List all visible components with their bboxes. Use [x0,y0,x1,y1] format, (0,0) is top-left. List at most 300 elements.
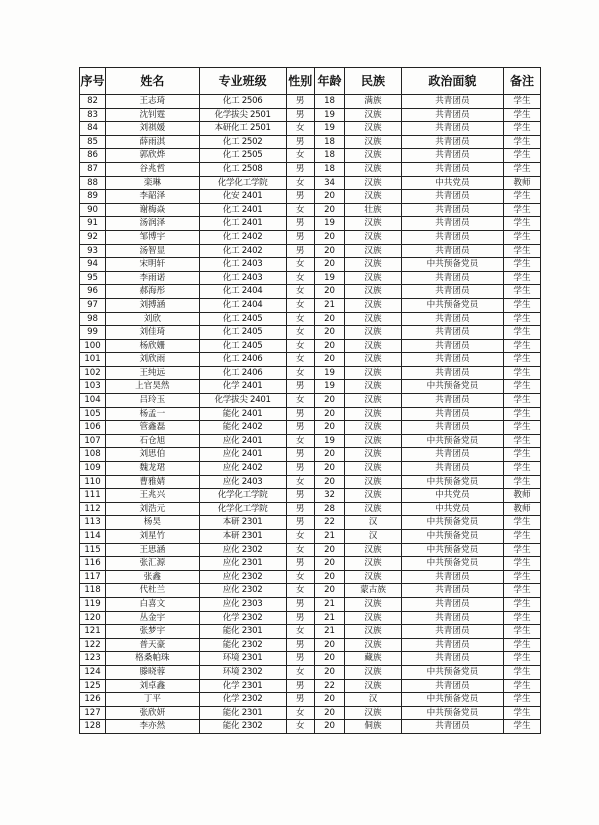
cell-remark: 学生 [503,149,540,163]
cell-remark: 学生 [503,230,540,244]
table-header [80,68,541,95]
cell-age: 19 [314,366,344,380]
cell-ethnicity: 汉族 [345,298,402,312]
cell-major-class: 化工 2502 [199,135,286,149]
table-row [80,380,541,394]
cell-name: 张欣妍 [106,706,200,720]
cell-ethnicity: 汉族 [345,421,402,435]
cell-age: 20 [314,720,344,734]
cell-ethnicity: 汉族 [345,407,402,421]
cell-political-status: 中共预备党员 [401,706,503,720]
cell-age: 20 [314,652,344,666]
cell-age: 19 [314,271,344,285]
cell-ethnicity: 汉族 [345,149,402,163]
cell-political-status: 共青团员 [401,108,503,122]
cell-age: 19 [314,217,344,231]
cell-major-class: 化工 2402 [199,230,286,244]
cell-major-class: 化工 2405 [199,339,286,353]
cell-political-status: 共青团员 [401,597,503,611]
table-row [80,339,541,353]
table-row [80,665,541,679]
cell-ethnicity: 侗族 [345,720,402,734]
cell-name: 普天豪 [106,638,200,652]
cell-age: 20 [314,339,344,353]
cell-serial-number: 119 [80,597,106,611]
cell-age: 32 [314,489,344,503]
cell-age: 20 [314,244,344,258]
cell-political-status: 共青团员 [401,312,503,326]
cell-political-status: 中共预备党员 [401,693,503,707]
table-row [80,230,541,244]
cell-sex: 女 [286,149,314,163]
cell-remark: 教师 [503,176,540,190]
table-row [80,530,541,544]
cell-serial-number: 124 [80,665,106,679]
table-body [80,95,541,734]
cell-ethnicity: 汉 [345,516,402,530]
table-row [80,679,541,693]
cell-age: 21 [314,298,344,312]
cell-ethnicity: 汉族 [345,570,402,584]
cell-major-class: 化学 2302 [199,693,286,707]
cell-political-status: 共青团员 [401,720,503,734]
cell-political-status: 共青团员 [401,271,503,285]
header-political-status: 政治面貌 [401,68,503,95]
cell-age: 34 [314,176,344,190]
cell-sex: 女 [286,298,314,312]
cell-serial-number: 82 [80,95,106,109]
cell-remark: 学生 [503,217,540,231]
cell-age: 20 [314,407,344,421]
cell-remark: 学生 [503,312,540,326]
cell-serial-number: 97 [80,298,106,312]
cell-major-class: 本研化工 2501 [199,122,286,136]
table-row [80,475,541,489]
cell-serial-number: 98 [80,312,106,326]
cell-name: 刘卓鑫 [106,679,200,693]
cell-name: 格桑帕珠 [106,652,200,666]
cell-major-class: 化安 2401 [199,190,286,204]
cell-serial-number: 111 [80,489,106,503]
cell-ethnicity: 汉族 [345,625,402,639]
header-serial-number: 序号 [80,68,106,95]
cell-major-class: 应化 2401 [199,434,286,448]
cell-major-class: 化学 2301 [199,679,286,693]
cell-remark: 学生 [503,434,540,448]
cell-name: 吕玲玉 [106,394,200,408]
cell-sex: 男 [286,557,314,571]
cell-ethnicity: 汉族 [345,475,402,489]
cell-remark: 学生 [503,625,540,639]
cell-sex: 女 [286,353,314,367]
cell-ethnicity: 藏族 [345,652,402,666]
cell-age: 21 [314,625,344,639]
cell-major-class: 化工 2406 [199,366,286,380]
cell-remark: 学生 [503,693,540,707]
cell-political-status: 共青团员 [401,652,503,666]
cell-ethnicity: 汉族 [345,353,402,367]
cell-remark: 学生 [503,122,540,136]
cell-name: 杨昊 [106,516,200,530]
cell-age: 28 [314,502,344,516]
table-row [80,421,541,435]
cell-serial-number: 104 [80,394,106,408]
table-row [80,190,541,204]
cell-age: 20 [314,312,344,326]
cell-sex: 男 [286,462,314,476]
cell-serial-number: 85 [80,135,106,149]
cell-remark: 学生 [503,462,540,476]
table-row [80,366,541,380]
cell-sex: 男 [286,162,314,176]
cell-remark: 教师 [503,502,540,516]
cell-political-status: 共青团员 [401,95,503,109]
cell-remark: 学生 [503,543,540,557]
cell-major-class: 化工 2405 [199,312,286,326]
cell-sex: 女 [286,543,314,557]
cell-political-status: 共青团员 [401,625,503,639]
cell-serial-number: 115 [80,543,106,557]
cell-political-status: 共青团员 [401,584,503,598]
header-row [80,68,541,95]
cell-remark: 学生 [503,108,540,122]
cell-political-status: 共青团员 [401,407,503,421]
table-row [80,489,541,503]
cell-serial-number: 109 [80,462,106,476]
cell-ethnicity: 汉族 [345,285,402,299]
cell-major-class: 应化 2302 [199,543,286,557]
cell-serial-number: 83 [80,108,106,122]
cell-political-status: 共青团员 [401,285,503,299]
cell-remark: 学生 [503,557,540,571]
cell-ethnicity: 汉族 [345,462,402,476]
header-sex: 性别 [286,68,314,95]
cell-sex: 男 [286,217,314,231]
cell-name: 杨孟一 [106,407,200,421]
table-row [80,285,541,299]
cell-ethnicity: 汉族 [345,543,402,557]
cell-ethnicity: 汉族 [345,679,402,693]
cell-ethnicity: 汉族 [345,380,402,394]
cell-major-class: 化工 2506 [199,95,286,109]
cell-remark: 学生 [503,394,540,408]
table-row [80,244,541,258]
cell-major-class: 能化 2301 [199,625,286,639]
cell-serial-number: 95 [80,271,106,285]
table-row [80,570,541,584]
cell-name: 代杜兰 [106,584,200,598]
cell-political-status: 共青团员 [401,448,503,462]
cell-sex: 男 [286,638,314,652]
cell-political-status: 中共预备党员 [401,665,503,679]
cell-sex: 女 [286,122,314,136]
cell-political-status: 共青团员 [401,122,503,136]
cell-sex: 女 [286,258,314,272]
cell-major-class: 能化 2302 [199,638,286,652]
cell-major-class: 应化 2303 [199,597,286,611]
cell-sex: 女 [286,434,314,448]
cell-major-class: 应化 2403 [199,475,286,489]
cell-political-status: 共青团员 [401,135,503,149]
cell-serial-number: 92 [80,230,106,244]
cell-serial-number: 126 [80,693,106,707]
cell-name: 魏龙珺 [106,462,200,476]
cell-ethnicity: 汉族 [345,122,402,136]
cell-major-class: 化工 2405 [199,326,286,340]
cell-name: 王兆兴 [106,489,200,503]
cell-sex: 女 [286,339,314,353]
cell-political-status: 共青团员 [401,611,503,625]
cell-name: 栾琳 [106,176,200,190]
cell-remark: 学生 [503,339,540,353]
table-row [80,176,541,190]
cell-remark: 学生 [503,285,540,299]
table-row [80,597,541,611]
cell-age: 20 [314,638,344,652]
cell-sex: 女 [286,720,314,734]
cell-sex: 男 [286,489,314,503]
table-row [80,258,541,272]
cell-name: 丁平 [106,693,200,707]
cell-sex: 女 [286,285,314,299]
cell-serial-number: 100 [80,339,106,353]
table-row [80,543,541,557]
cell-sex: 男 [286,108,314,122]
cell-ethnicity: 汉族 [345,597,402,611]
cell-age: 19 [314,434,344,448]
cell-major-class: 能化 2301 [199,706,286,720]
table-row [80,502,541,516]
table-row [80,149,541,163]
cell-serial-number: 123 [80,652,106,666]
cell-sex: 男 [286,95,314,109]
cell-political-status: 中共预备党员 [401,530,503,544]
cell-sex: 男 [286,380,314,394]
table-row [80,95,541,109]
cell-remark: 学生 [503,366,540,380]
cell-ethnicity: 蒙古族 [345,584,402,598]
cell-serial-number: 89 [80,190,106,204]
cell-serial-number: 102 [80,366,106,380]
cell-name: 刘搏涵 [106,298,200,312]
cell-remark: 学生 [503,530,540,544]
cell-remark: 学生 [503,135,540,149]
cell-remark: 学生 [503,720,540,734]
cell-name: 沈钊霆 [106,108,200,122]
cell-serial-number: 96 [80,285,106,299]
cell-major-class: 应化 2402 [199,462,286,476]
cell-name: 刘思伯 [106,448,200,462]
cell-sex: 男 [286,230,314,244]
cell-sex: 男 [286,421,314,435]
cell-ethnicity: 汉族 [345,217,402,231]
cell-ethnicity: 汉族 [345,434,402,448]
cell-remark: 学生 [503,652,540,666]
cell-serial-number: 86 [80,149,106,163]
cell-major-class: 应化 2302 [199,570,286,584]
cell-remark: 教师 [503,489,540,503]
cell-name: 刘祺媛 [106,122,200,136]
cell-remark: 学生 [503,597,540,611]
cell-political-status: 共青团员 [401,394,503,408]
header-ethnicity: 民族 [345,68,402,95]
table-row [80,625,541,639]
table-row [80,557,541,571]
table-row [80,462,541,476]
table-row [80,448,541,462]
cell-serial-number: 114 [80,530,106,544]
cell-serial-number: 101 [80,353,106,367]
cell-remark: 学生 [503,271,540,285]
cell-name: 刘佳琦 [106,326,200,340]
cell-political-status: 中共预备党员 [401,543,503,557]
cell-sex: 男 [286,516,314,530]
cell-ethnicity: 汉族 [345,339,402,353]
table-row [80,611,541,625]
header-name: 姓名 [106,68,200,95]
table-row [80,353,541,367]
cell-remark: 学生 [503,298,540,312]
cell-ethnicity: 汉族 [345,271,402,285]
cell-name: 汤智显 [106,244,200,258]
cell-name: 宋明轩 [106,258,200,272]
cell-name: 李雨诺 [106,271,200,285]
cell-political-status: 共青团员 [401,570,503,584]
cell-major-class: 化学化工学院 [199,489,286,503]
cell-ethnicity: 满族 [345,95,402,109]
cell-political-status: 共青团员 [401,149,503,163]
table-row [80,162,541,176]
cell-ethnicity: 汉族 [345,611,402,625]
table-row [80,693,541,707]
cell-sex: 女 [286,326,314,340]
cell-ethnicity: 汉 [345,693,402,707]
cell-serial-number: 90 [80,203,106,217]
cell-serial-number: 112 [80,502,106,516]
cell-age: 20 [314,326,344,340]
cell-ethnicity: 汉族 [345,326,402,340]
cell-serial-number: 128 [80,720,106,734]
table-row [80,706,541,720]
table-row [80,652,541,666]
cell-serial-number: 110 [80,475,106,489]
cell-name: 谷兆哲 [106,162,200,176]
cell-age: 18 [314,135,344,149]
cell-age: 20 [314,203,344,217]
cell-major-class: 环境 2301 [199,652,286,666]
cell-sex: 男 [286,244,314,258]
table-row [80,434,541,448]
cell-age: 22 [314,679,344,693]
cell-name: 曹雅婧 [106,475,200,489]
table-row [80,638,541,652]
cell-ethnicity: 汉族 [345,448,402,462]
table-row [80,394,541,408]
cell-name: 上官昊然 [106,380,200,394]
cell-age: 20 [314,421,344,435]
cell-remark: 学生 [503,679,540,693]
cell-remark: 学生 [503,611,540,625]
cell-remark: 学生 [503,203,540,217]
cell-serial-number: 118 [80,584,106,598]
cell-ethnicity: 壮族 [345,203,402,217]
cell-sex: 女 [286,475,314,489]
cell-age: 20 [314,665,344,679]
cell-political-status: 共青团员 [401,366,503,380]
table-row [80,298,541,312]
cell-remark: 学生 [503,706,540,720]
cell-major-class: 化学 2401 [199,380,286,394]
cell-ethnicity: 汉族 [345,489,402,503]
cell-ethnicity: 汉族 [345,190,402,204]
table-row [80,720,541,734]
cell-name: 张梦宇 [106,625,200,639]
cell-age: 20 [314,462,344,476]
cell-age: 20 [314,693,344,707]
cell-age: 20 [314,543,344,557]
cell-remark: 学生 [503,421,540,435]
cell-name: 李韶泽 [106,190,200,204]
cell-major-class: 化工 2505 [199,149,286,163]
cell-ethnicity: 汉 [345,530,402,544]
cell-age: 21 [314,611,344,625]
cell-sex: 男 [286,502,314,516]
cell-remark: 学生 [503,244,540,258]
cell-major-class: 应化 2301 [199,557,286,571]
cell-political-status: 中共党员 [401,489,503,503]
cell-major-class: 化学化工学院 [199,502,286,516]
cell-age: 21 [314,597,344,611]
cell-political-status: 共青团员 [401,679,503,693]
cell-remark: 学生 [503,326,540,340]
cell-name: 丛金宇 [106,611,200,625]
cell-political-status: 共青团员 [401,203,503,217]
table-row [80,584,541,598]
cell-ethnicity: 汉族 [345,108,402,122]
cell-sex: 男 [286,679,314,693]
cell-sex: 女 [286,366,314,380]
cell-sex: 女 [286,271,314,285]
cell-major-class: 化学拔尖 2401 [199,394,286,408]
cell-ethnicity: 汉族 [345,638,402,652]
cell-major-class: 环境 2302 [199,665,286,679]
cell-sex: 男 [286,448,314,462]
table-row [80,203,541,217]
cell-remark: 学生 [503,665,540,679]
cell-sex: 女 [286,203,314,217]
cell-sex: 女 [286,570,314,584]
cell-serial-number: 99 [80,326,106,340]
cell-sex: 男 [286,693,314,707]
cell-serial-number: 87 [80,162,106,176]
cell-age: 20 [314,584,344,598]
cell-name: 刘星竹 [106,530,200,544]
cell-major-class: 化工 2403 [199,271,286,285]
cell-major-class: 化工 2406 [199,353,286,367]
cell-name: 谢梅焱 [106,203,200,217]
cell-serial-number: 127 [80,706,106,720]
cell-name: 石仓旭 [106,434,200,448]
cell-age: 20 [314,557,344,571]
cell-serial-number: 93 [80,244,106,258]
cell-ethnicity: 汉族 [345,162,402,176]
cell-serial-number: 116 [80,557,106,571]
cell-major-class: 化工 2404 [199,298,286,312]
cell-serial-number: 91 [80,217,106,231]
cell-major-class: 化工 2401 [199,217,286,231]
cell-name: 白喜文 [106,597,200,611]
cell-serial-number: 106 [80,421,106,435]
